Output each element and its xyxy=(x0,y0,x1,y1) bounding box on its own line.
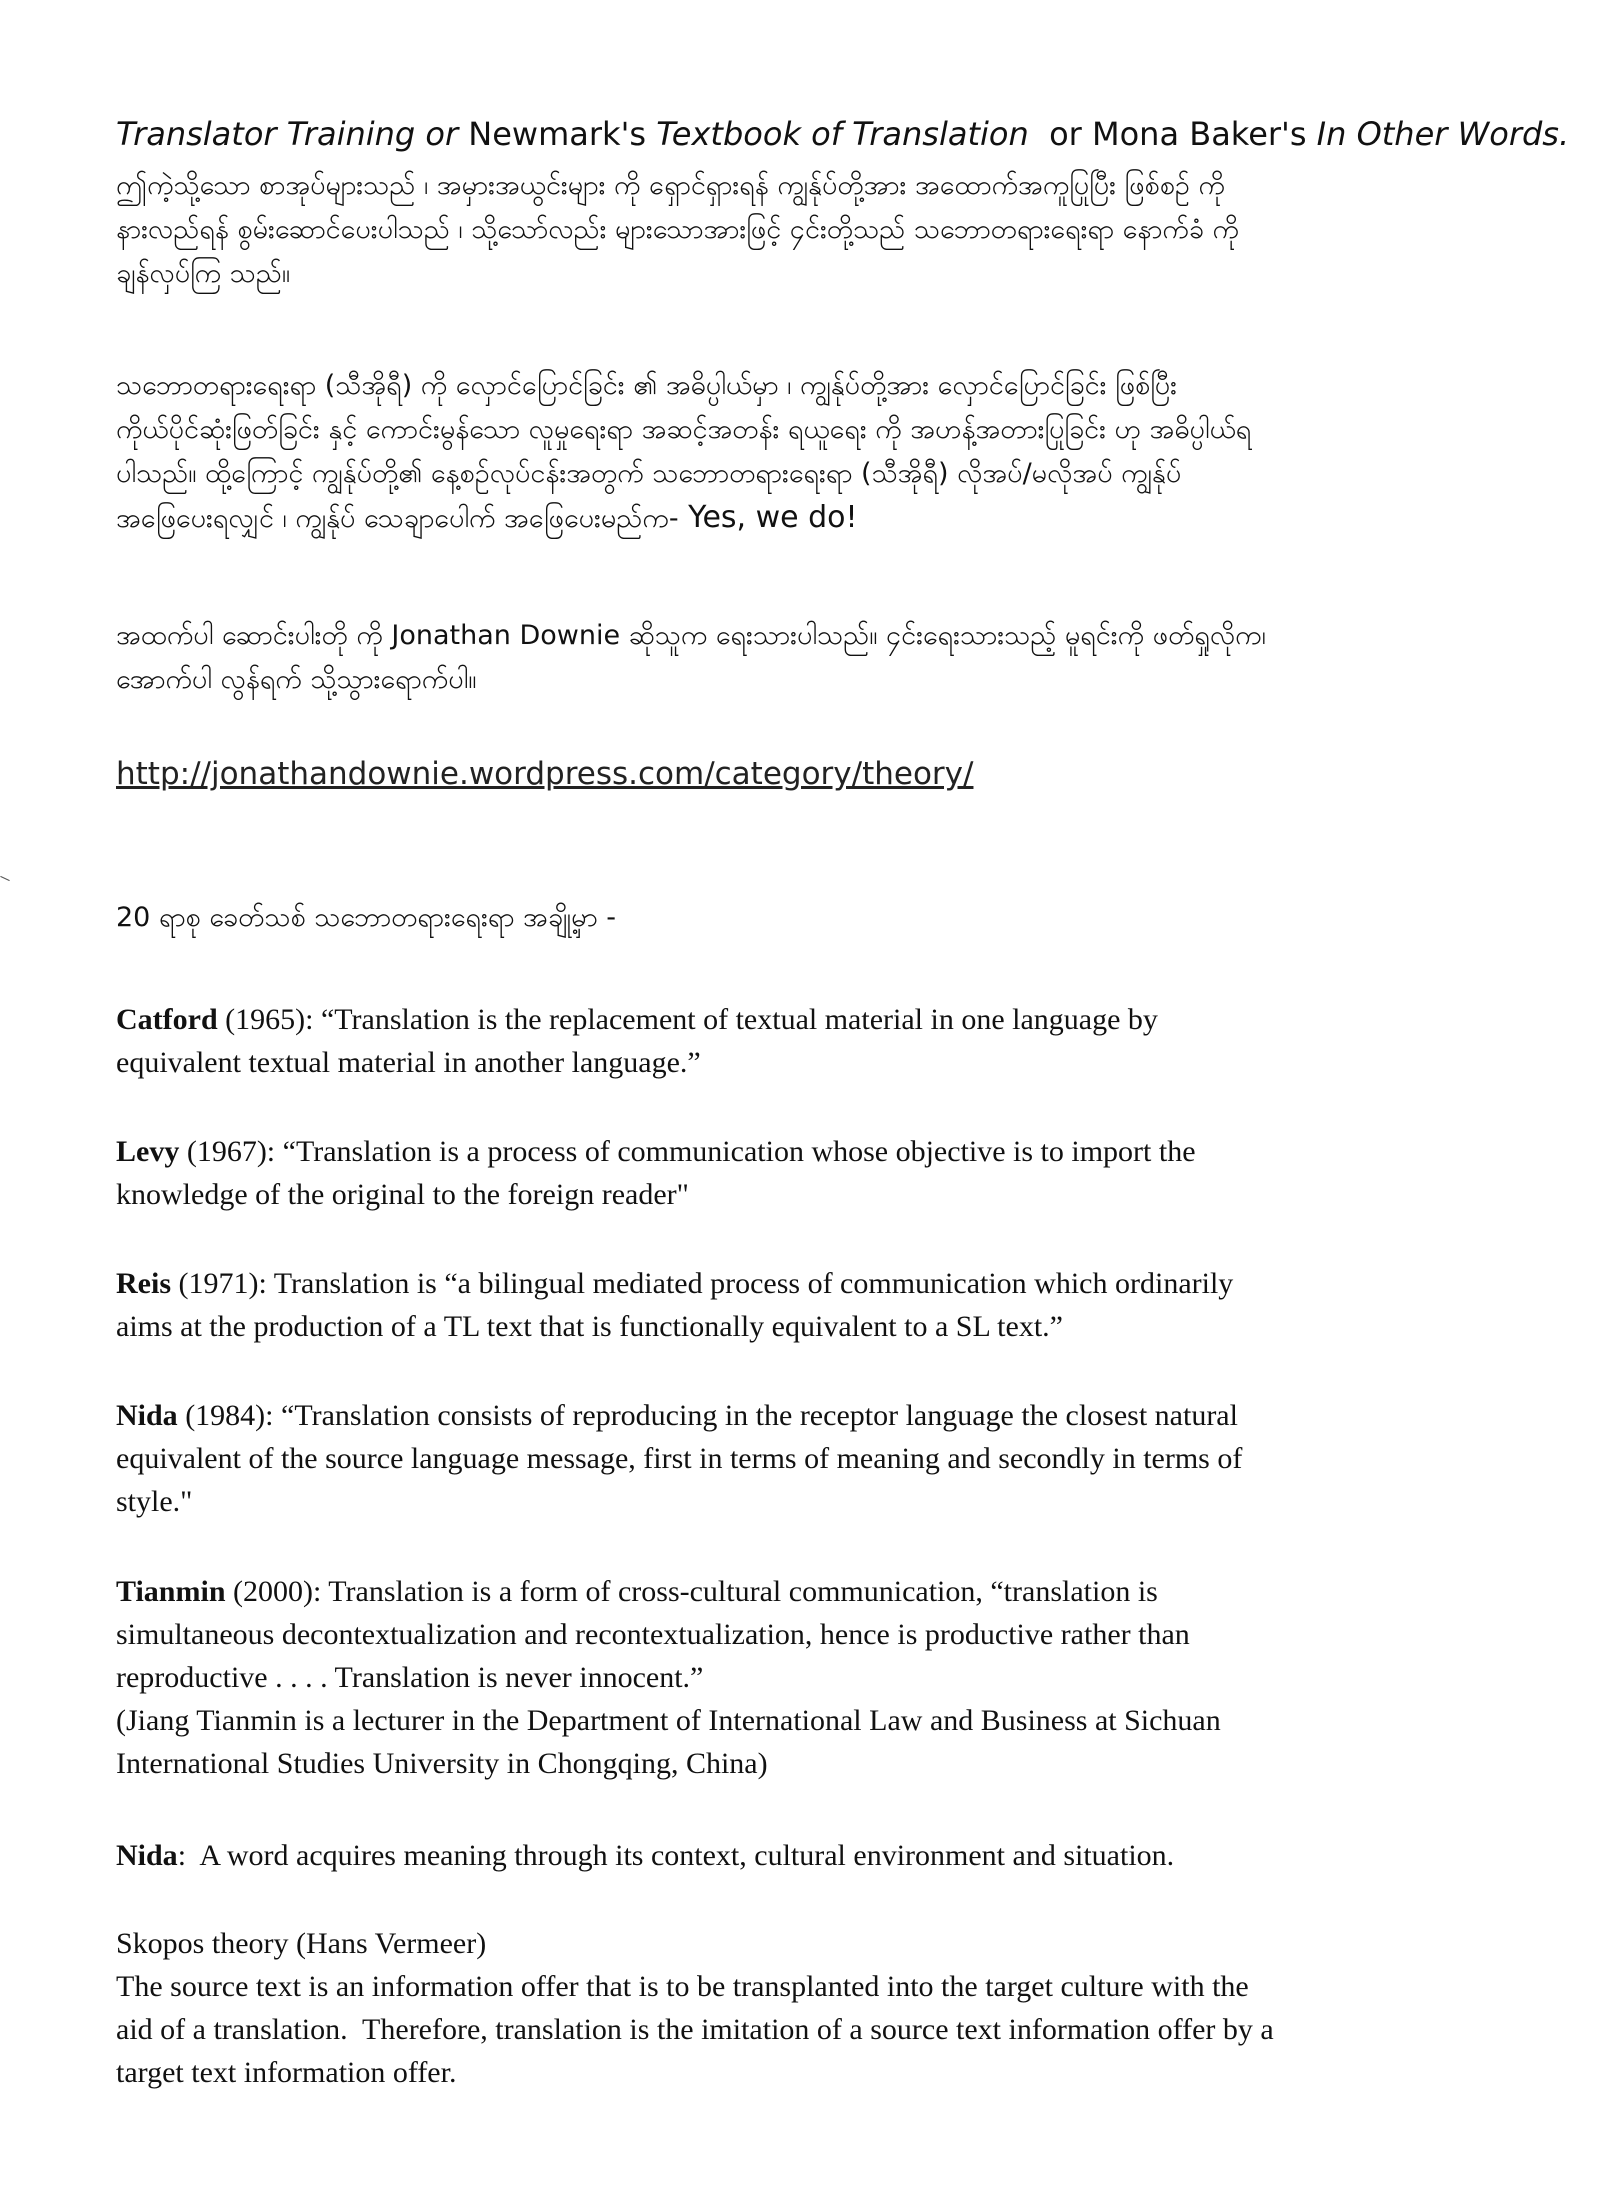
tianmin-line-1: (2000): Translation is a form of cross-cultural communication, “translation is xyxy=(225,1575,1158,1608)
burmese-paragraph-2 xyxy=(116,364,1516,541)
tianmin-line-2: simultaneous decontextualization and recontextualization, hence is productive rather than xyxy=(116,1618,1190,1651)
tianmin-note xyxy=(116,1699,1516,1785)
source-link[interactable]: http://jonathandownie.wordpress.com/category/theory/ xyxy=(116,756,974,792)
nida2-text: : A word acquires meaning through its context, cultural environment and situation. xyxy=(177,1839,1175,1872)
author-levy: Levy xyxy=(116,1135,180,1168)
intro-text-2: Newmark's xyxy=(458,115,657,153)
definition-catford xyxy=(116,998,1516,1084)
paragraph-2-line-4-text: အဖြေပေးရလျှင် ၊ ကျွန်ုပ် သေချာပေါက် အဖြေပေးမည်က- xyxy=(116,503,679,534)
paragraph-2-line-3: ပါသည်။ ထို့ကြောင့် ကျွန်ုပ်တို့၏ နေ့စဉ်လုပ်ငန်းအတွက် သဘောတရားရေးရာ (သီအိုရီ) လိုအပ်/မလိုအပ် ကျွန်ုပ် xyxy=(116,458,1182,489)
paragraph-2-tail: Yes, we do! xyxy=(678,500,858,535)
levy-line-1: (1967): “Translation is a process of communication whose objective is to import the xyxy=(179,1135,1196,1168)
author-tianmin: Tianmin xyxy=(116,1575,226,1608)
paragraph-1-line-2: နားလည်ရန် စွမ်းဆောင်ပေးပါသည် ၊ သို့သော်လည်း များသောအားဖြင့် ၄င်းတို့သည် သဘောတရားရေးရာ နောက်ခံ ကို xyxy=(116,214,1239,245)
author-nida-2: Nida xyxy=(116,1839,178,1872)
definition-nida-1984 xyxy=(116,1394,1516,1523)
author-nida-1984: Nida xyxy=(116,1399,178,1432)
reis-line-2: aims at the production of a TL text that is functionally equivalent to a SL text.” xyxy=(116,1310,1063,1343)
author-catford: Catford xyxy=(116,1003,218,1036)
intro-text-4: or Mona Baker's xyxy=(1028,115,1317,153)
intro-italic-5: In Other Words. xyxy=(1316,115,1570,153)
paragraph-2-line-1: သဘောတရားရေးရာ (သီအိုရီ) ကို လှောင်ပြောင်ခြင်း ၏ အဓိပ္ပါယ်မှာ ၊ ကျွန်ုပ်တို့အား လှောင်ပြောင်ခြင်း ဖြစ်ပြီး xyxy=(116,370,1178,401)
paragraph-2-line-2: ကိုယ်ပိုင်ဆုံးဖြတ်ခြင်း နှင့် ကောင်းမွန်သော လူမှုရေးရာ အဆင့်အတန်း ရယူရေး ကို အဟန့်အတားပြုခြင်း ဟု အဓိပ္ပါယ်ရ xyxy=(116,414,1252,445)
burmese-paragraph-4: 20 ရာစု ခေတ်သစ် သဘောတရားရေးရာ အချို့မှာ - xyxy=(116,902,617,933)
levy-line-2: knowledge of the original to the foreign reader" xyxy=(116,1178,689,1211)
definition-reis xyxy=(116,1262,1516,1348)
tianmin-note-line-2: International Studies University in Chongqing, China) xyxy=(116,1747,768,1780)
paragraph-2-line-4 xyxy=(116,496,1516,541)
scan-mark-left xyxy=(0,876,9,881)
skopos-body xyxy=(116,1965,1516,2094)
intro-line xyxy=(116,112,1570,156)
skopos-title: Skopos theory (Hans Vermeer) xyxy=(116,1927,487,1960)
tianmin-note-line-1: (Jiang Tianmin is a lecturer in the Department of International Law and Business at Sichuan xyxy=(116,1704,1221,1737)
reis-line-1: (1971): Translation is “a bilingual mediated process of communication which ordinarily xyxy=(171,1267,1234,1300)
skopos-line-1: The source text is an information offer that is to be transplanted into the target culture with the xyxy=(116,1970,1249,2003)
burmese-paragraph-1 xyxy=(116,164,1516,296)
burmese-paragraph-3 xyxy=(116,614,1516,702)
paragraph-1-line-1: ဤကဲ့သို့သော စာအုပ်များသည် ၊ အမှားအယွင်းများ ကို ရှောင်ရှားရန် ကျွန်ုပ်တို့အား အထောက်အကူပြုပြီး ဖြစ်စဉ် ကို xyxy=(116,170,1225,201)
tianmin-line-3: reproductive . . . . Translation is never innocent.” xyxy=(116,1661,704,1694)
paragraph-1-line-3: ချန်လှပ်ကြ သည်။ xyxy=(116,258,291,289)
paragraph-3-line-1: အထက်ပါ ဆောင်းပါးတို ကို Jonathan Downie ဆိုသူက ရေးသားပါသည်။ ၄င်းရေးသားသည့် မူရင်းကို ဖတ်ရှုလိုက၊ xyxy=(116,620,1266,651)
nida1-line-1: (1984): “Translation consists of reproducing in the receptor language the closest natural xyxy=(177,1399,1238,1432)
catford-line-2: equivalent textual material in another language.” xyxy=(116,1046,701,1079)
author-reis: Reis xyxy=(116,1267,171,1300)
intro-italic-1: Translator Training or xyxy=(116,115,459,153)
nida1-line-2: equivalent of the source language message, first in terms of meaning and secondly in terms of xyxy=(116,1442,1243,1475)
skopos-line-3: target text information offer. xyxy=(116,2056,457,2089)
paragraph-3-line-2: အောက်ပါ လွန်ရက် သို့သွားရောက်ပါ။ xyxy=(116,664,477,695)
nida1-line-3: style." xyxy=(116,1485,193,1518)
catford-line-1: (1965): “Translation is the replacement of textual material in one language by xyxy=(217,1003,1158,1036)
definition-tianmin xyxy=(116,1570,1516,1699)
intro-italic-3: Textbook of Translation xyxy=(656,115,1029,153)
skopos-line-2: aid of a translation. Therefore, translation is the imitation of a source text information offer by a xyxy=(116,2013,1274,2046)
definition-levy xyxy=(116,1130,1516,1216)
definition-nida-2 xyxy=(116,1834,1516,1877)
